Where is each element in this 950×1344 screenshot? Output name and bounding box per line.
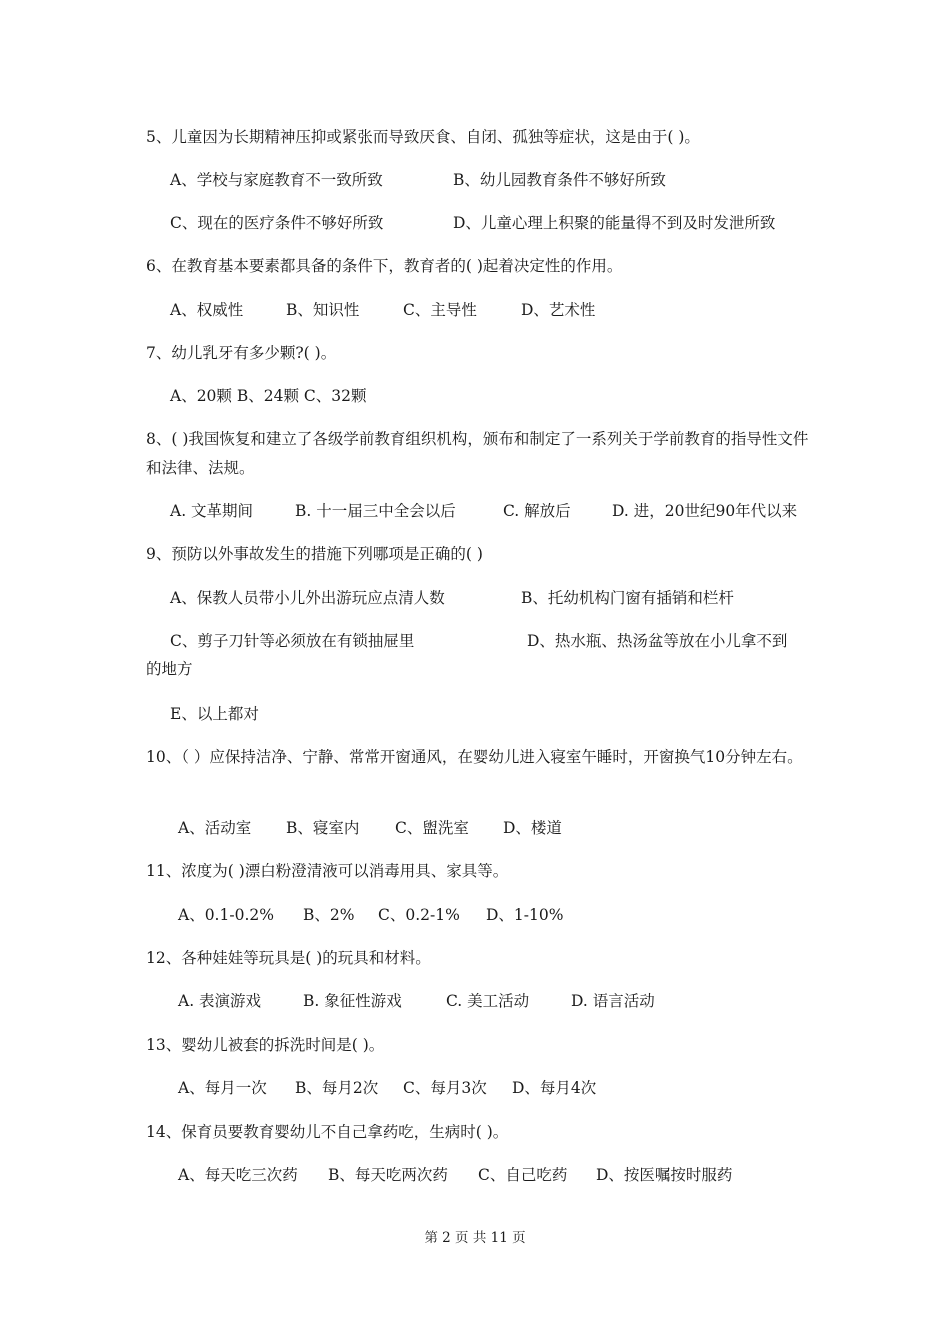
question-11-option-b: B、2% <box>303 906 355 924</box>
question-5-option-b: B、幼儿园教育条件不够好所致 <box>453 171 666 189</box>
question-13-stem: 13、婴幼儿被套的拆洗时间是( )。 <box>146 1036 385 1054</box>
question-12-stem: 12、各种娃娃等玩具是( )的玩具和材料。 <box>146 949 431 967</box>
question-5-option-c: C、现在的医疗条件不够好所致 <box>170 214 384 232</box>
question-13-option-b: B、每月2次 <box>295 1079 379 1097</box>
question-10-option-b: B、寝室内 <box>286 819 360 837</box>
question-12-option-b: B. 象征性游戏 <box>303 992 402 1010</box>
question-9-option-d: D、热水瓶、热汤盆等放在小儿拿不到 <box>527 632 788 650</box>
question-8-option-b: B. 十一届三中全会以后 <box>295 502 456 520</box>
page-number-footer: 第 2 页 共 11 页 <box>424 1230 526 1246</box>
question-14-option-d: D、按医嘱按时服药 <box>596 1166 733 1184</box>
question-8-option-a: A. 文革期间 <box>170 502 254 520</box>
question-9-option-e: E、以上都对 <box>170 705 259 723</box>
question-9-option-a: A、保教人员带小儿外出游玩应点清人数 <box>170 589 445 607</box>
question-9-option-c: C、剪子刀针等必须放在有锁抽屉里 <box>170 632 415 650</box>
question-10-option-c: C、盥洗室 <box>395 819 469 837</box>
question-6-option-c: C、主导性 <box>403 301 477 319</box>
question-11-stem: 11、浓度为( )漂白粉澄清液可以消毒用具、家具等。 <box>146 862 509 880</box>
question-6-option-d: D、艺术性 <box>521 301 596 319</box>
question-8-stem: 8、( )我国恢复和建立了各级学前教育组织机构，颁布和制定了一系列关于学前教育的指导性文件和法律、法规。 <box>146 430 809 477</box>
question-11-option-c: C、0.2-1% <box>378 906 460 924</box>
question-11-option-d: D、1-10% <box>486 906 564 924</box>
question-5-stem: 5、儿童因为长期精神压抑或紧张而导致厌食、自闭、孤独等症状，这是由于( )。 <box>146 128 700 146</box>
question-13-option-a: A、每月一次 <box>178 1079 267 1097</box>
question-14-stem: 14、保育员要教育婴幼儿不自己拿药吃，生病时( )。 <box>146 1123 509 1141</box>
question-8-option-c: C. 解放后 <box>503 502 571 520</box>
question-13-option-c: C、每月3次 <box>403 1079 487 1097</box>
question-12-option-c: C. 美工活动 <box>446 992 530 1010</box>
question-5-option-a: A、学校与家庭教育不一致所致 <box>170 171 383 189</box>
question-10-option-a: A、活动室 <box>178 819 252 837</box>
question-12-option-a: A. 表演游戏 <box>178 992 262 1010</box>
question-7-options: A、20颗 B、24颗 C、32颗 <box>170 387 367 405</box>
question-9-option-d-continued: 的地方 <box>146 660 193 678</box>
question-10-option-d: D、楼道 <box>503 819 562 837</box>
question-6-stem: 6、在教育基本要素都具备的条件下，教育者的( )起着决定性的作用。 <box>146 257 623 275</box>
question-10-stem: 10、（ ）应保持洁净、宁静、常常开窗通风，在婴幼儿进入寝室午睡时，开窗换气10分钟左右。 <box>146 748 803 766</box>
question-9-stem: 9、预防以外事故发生的措施下列哪项是正确的( ) <box>146 545 483 563</box>
question-6-option-a: A、权威性 <box>170 301 244 319</box>
question-8-option-d: D. 进，20世纪90年代以来 <box>612 502 798 520</box>
question-13-option-d: D、每月4次 <box>512 1079 597 1097</box>
question-14-option-a: A、每天吃三次药 <box>178 1166 298 1184</box>
question-7-stem: 7、幼儿乳牙有多少颗?( )。 <box>146 344 337 362</box>
question-14-option-c: C、自己吃药 <box>478 1166 568 1184</box>
question-11-option-a: A、0.1-0.2% <box>178 906 274 924</box>
question-6-option-b: B、知识性 <box>286 301 360 319</box>
question-9-option-b: B、托幼机构门窗有插销和栏杆 <box>521 589 734 607</box>
question-12-option-d: D. 语言活动 <box>571 992 655 1010</box>
question-5-option-d: D、儿童心理上积聚的能量得不到及时发泄所致 <box>453 214 776 232</box>
question-14-option-b: B、每天吃两次药 <box>328 1166 448 1184</box>
